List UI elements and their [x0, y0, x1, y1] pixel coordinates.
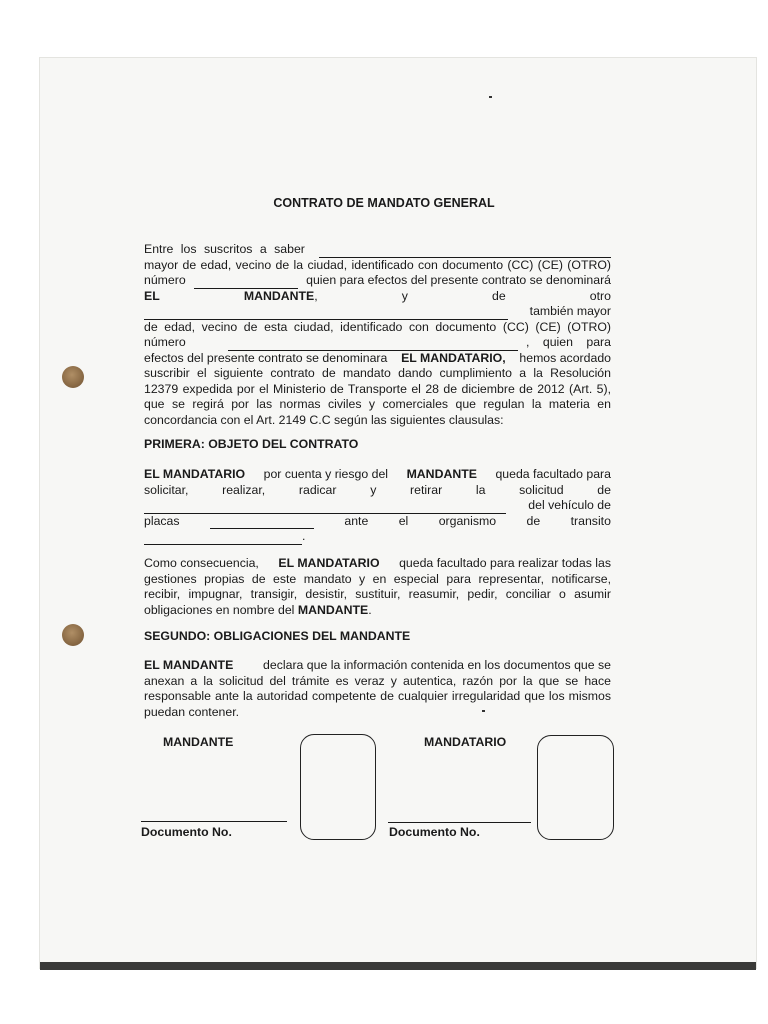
intro-line: que se regirá por las normas civiles y comerciales que regulan la materia en: [144, 397, 611, 411]
document-title: CONTRATO DE MANDATO GENERAL: [273, 196, 495, 210]
scan-speck: [489, 96, 492, 98]
clause-word: el: [398, 513, 409, 528]
clause2-paragraph: [144, 658, 611, 720]
clause-word: retirar: [410, 482, 443, 497]
mandatario-signature-label: MANDATARIO: [424, 735, 507, 749]
clause1-paragraph-2: [144, 556, 611, 618]
intro-text: efectos del presente contrato se denominara: [144, 350, 388, 365]
name-blank[interactable]: [319, 246, 611, 258]
clause-word: realizar,: [222, 482, 266, 497]
clause-text: obligaciones en nombre del: [144, 602, 295, 617]
intro-text: quien para efectos del presente contrato se denominará: [306, 273, 611, 287]
clause-word: organismo: [438, 513, 497, 528]
transit-office-blank[interactable]: [144, 533, 302, 545]
clause-line: [144, 556, 611, 572]
clause-text: declara que la información contenida en los documentos que se: [263, 658, 611, 672]
clause-line: puedan contener.: [144, 704, 240, 719]
intro-text: de: [491, 288, 506, 303]
clause-line: responsable ante la autoridad competente de cualquier irregularidad que los mismos: [144, 689, 611, 703]
clause-word: ante: [344, 513, 369, 528]
intro-line: [144, 351, 611, 367]
mandante-fingerprint-box[interactable]: [300, 734, 376, 840]
intro-text: número: [144, 273, 186, 287]
intro-line: [144, 304, 611, 320]
intro-text: , quien para: [526, 335, 611, 349]
intro-line: suscribir el siguiente contrato de mandato dando cumplimiento a la Resolución: [144, 366, 611, 380]
mandatario-fingerprint-box[interactable]: [537, 735, 614, 840]
intro-line: [144, 335, 611, 351]
intro-text: otro: [589, 288, 611, 303]
intro-text: EL: [144, 288, 160, 303]
clause-line: [144, 514, 611, 530]
intro-text: EL MANDATARIO,: [401, 350, 506, 365]
name-blank[interactable]: [144, 308, 508, 320]
intro-text: MANDANTE: [243, 288, 315, 303]
clause-line: [144, 483, 611, 499]
mandatario-document-label: Documento No.: [389, 825, 480, 839]
request-blank[interactable]: [144, 502, 506, 514]
punch-hole-top: [62, 366, 84, 388]
punch-hole-bottom: [62, 624, 84, 646]
intro-line: de edad, vecino de esta ciudad, identificado con documento (CC) (CE) (OTRO): [144, 319, 611, 334]
clause-line: [144, 658, 611, 674]
clause-text: Como consecuencia,: [144, 556, 259, 570]
clause-heading: PRIMERA: OBJETO DEL CONTRATO: [144, 437, 359, 451]
clause-word: de: [597, 482, 611, 497]
intro-text: también mayor: [529, 304, 611, 318]
scan-edge-shadow: [40, 962, 756, 970]
mandante-document-label: Documento No.: [141, 825, 232, 839]
clause-text: .: [368, 602, 372, 617]
mandatario-signature-line[interactable]: [388, 822, 531, 823]
clause-word: placas: [144, 513, 180, 528]
clause-word: solicitud: [519, 482, 564, 497]
clause-word: de: [526, 513, 541, 528]
clause-word: solicitar,: [144, 482, 189, 497]
plate-number-blank[interactable]: [210, 517, 314, 529]
clause1-paragraph: [144, 467, 611, 545]
clause-text: .: [302, 529, 306, 543]
intro-line: 12379 expedida por el Ministerio de Transporte el 28 de diciembre de 2012 (Art. 5),: [144, 381, 611, 396]
clause-text: del vehículo de: [528, 498, 611, 512]
intro-paragraph: [144, 242, 611, 428]
id-number-blank[interactable]: [228, 339, 518, 351]
clause-text: por cuenta y riesgo del: [263, 467, 389, 481]
id-number-blank[interactable]: [194, 277, 298, 289]
clause-line: [144, 603, 611, 619]
mandante-signature-line[interactable]: [141, 821, 287, 822]
intro-text: y: [401, 288, 408, 303]
intro-line: [144, 273, 611, 289]
clause-line: [144, 498, 611, 514]
clause-line: anexan a la solicitud del trámite es veraz y autentica, razón por la que se hace: [144, 673, 611, 688]
clause-text: EL MANDANTE: [144, 658, 234, 672]
intro-line: concordancia con el Art. 2149 C.C según las siguientes clausulas:: [144, 412, 504, 427]
intro-text: ,: [314, 288, 318, 303]
clause-line: gestiones propias de este mandato y en especial para representar, notificarse,: [144, 571, 611, 586]
intro-line: mayor de edad, vecino de la ciudad, identificado con documento (CC) (CE) (OTRO): [144, 257, 611, 272]
clause-text: EL MANDATARIO: [144, 467, 246, 481]
intro-line: [144, 289, 611, 305]
clause-word: radicar: [298, 482, 337, 497]
intro-line: [144, 242, 611, 258]
clause-text: MANDANTE: [406, 467, 477, 481]
clause-heading: SEGUNDO: OBLIGACIONES DEL MANDANTE: [144, 629, 411, 643]
clause-word: transito: [570, 513, 611, 528]
clause-word: y: [370, 482, 377, 497]
intro-text: hemos acordado: [519, 350, 611, 365]
intro-text: número: [144, 335, 186, 349]
clause-line: [144, 529, 611, 545]
mandante-signature-label: MANDANTE: [163, 735, 234, 749]
clause-text: MANDANTE: [297, 602, 369, 617]
intro-text: Entre los suscritos a saber: [144, 242, 305, 256]
clause-line: recibir, impugnar, transigir, desistir, sustituir, reasumir, pedir, conciliar o asumir: [144, 587, 611, 601]
clause-text: queda facultado para realizar todas las: [399, 556, 611, 570]
clause-line: [144, 467, 611, 483]
clause-text: queda facultado para: [495, 467, 611, 481]
clause-word: la: [475, 482, 486, 497]
clause-text: EL MANDATARIO: [278, 556, 380, 570]
intro-text: [244, 289, 318, 305]
